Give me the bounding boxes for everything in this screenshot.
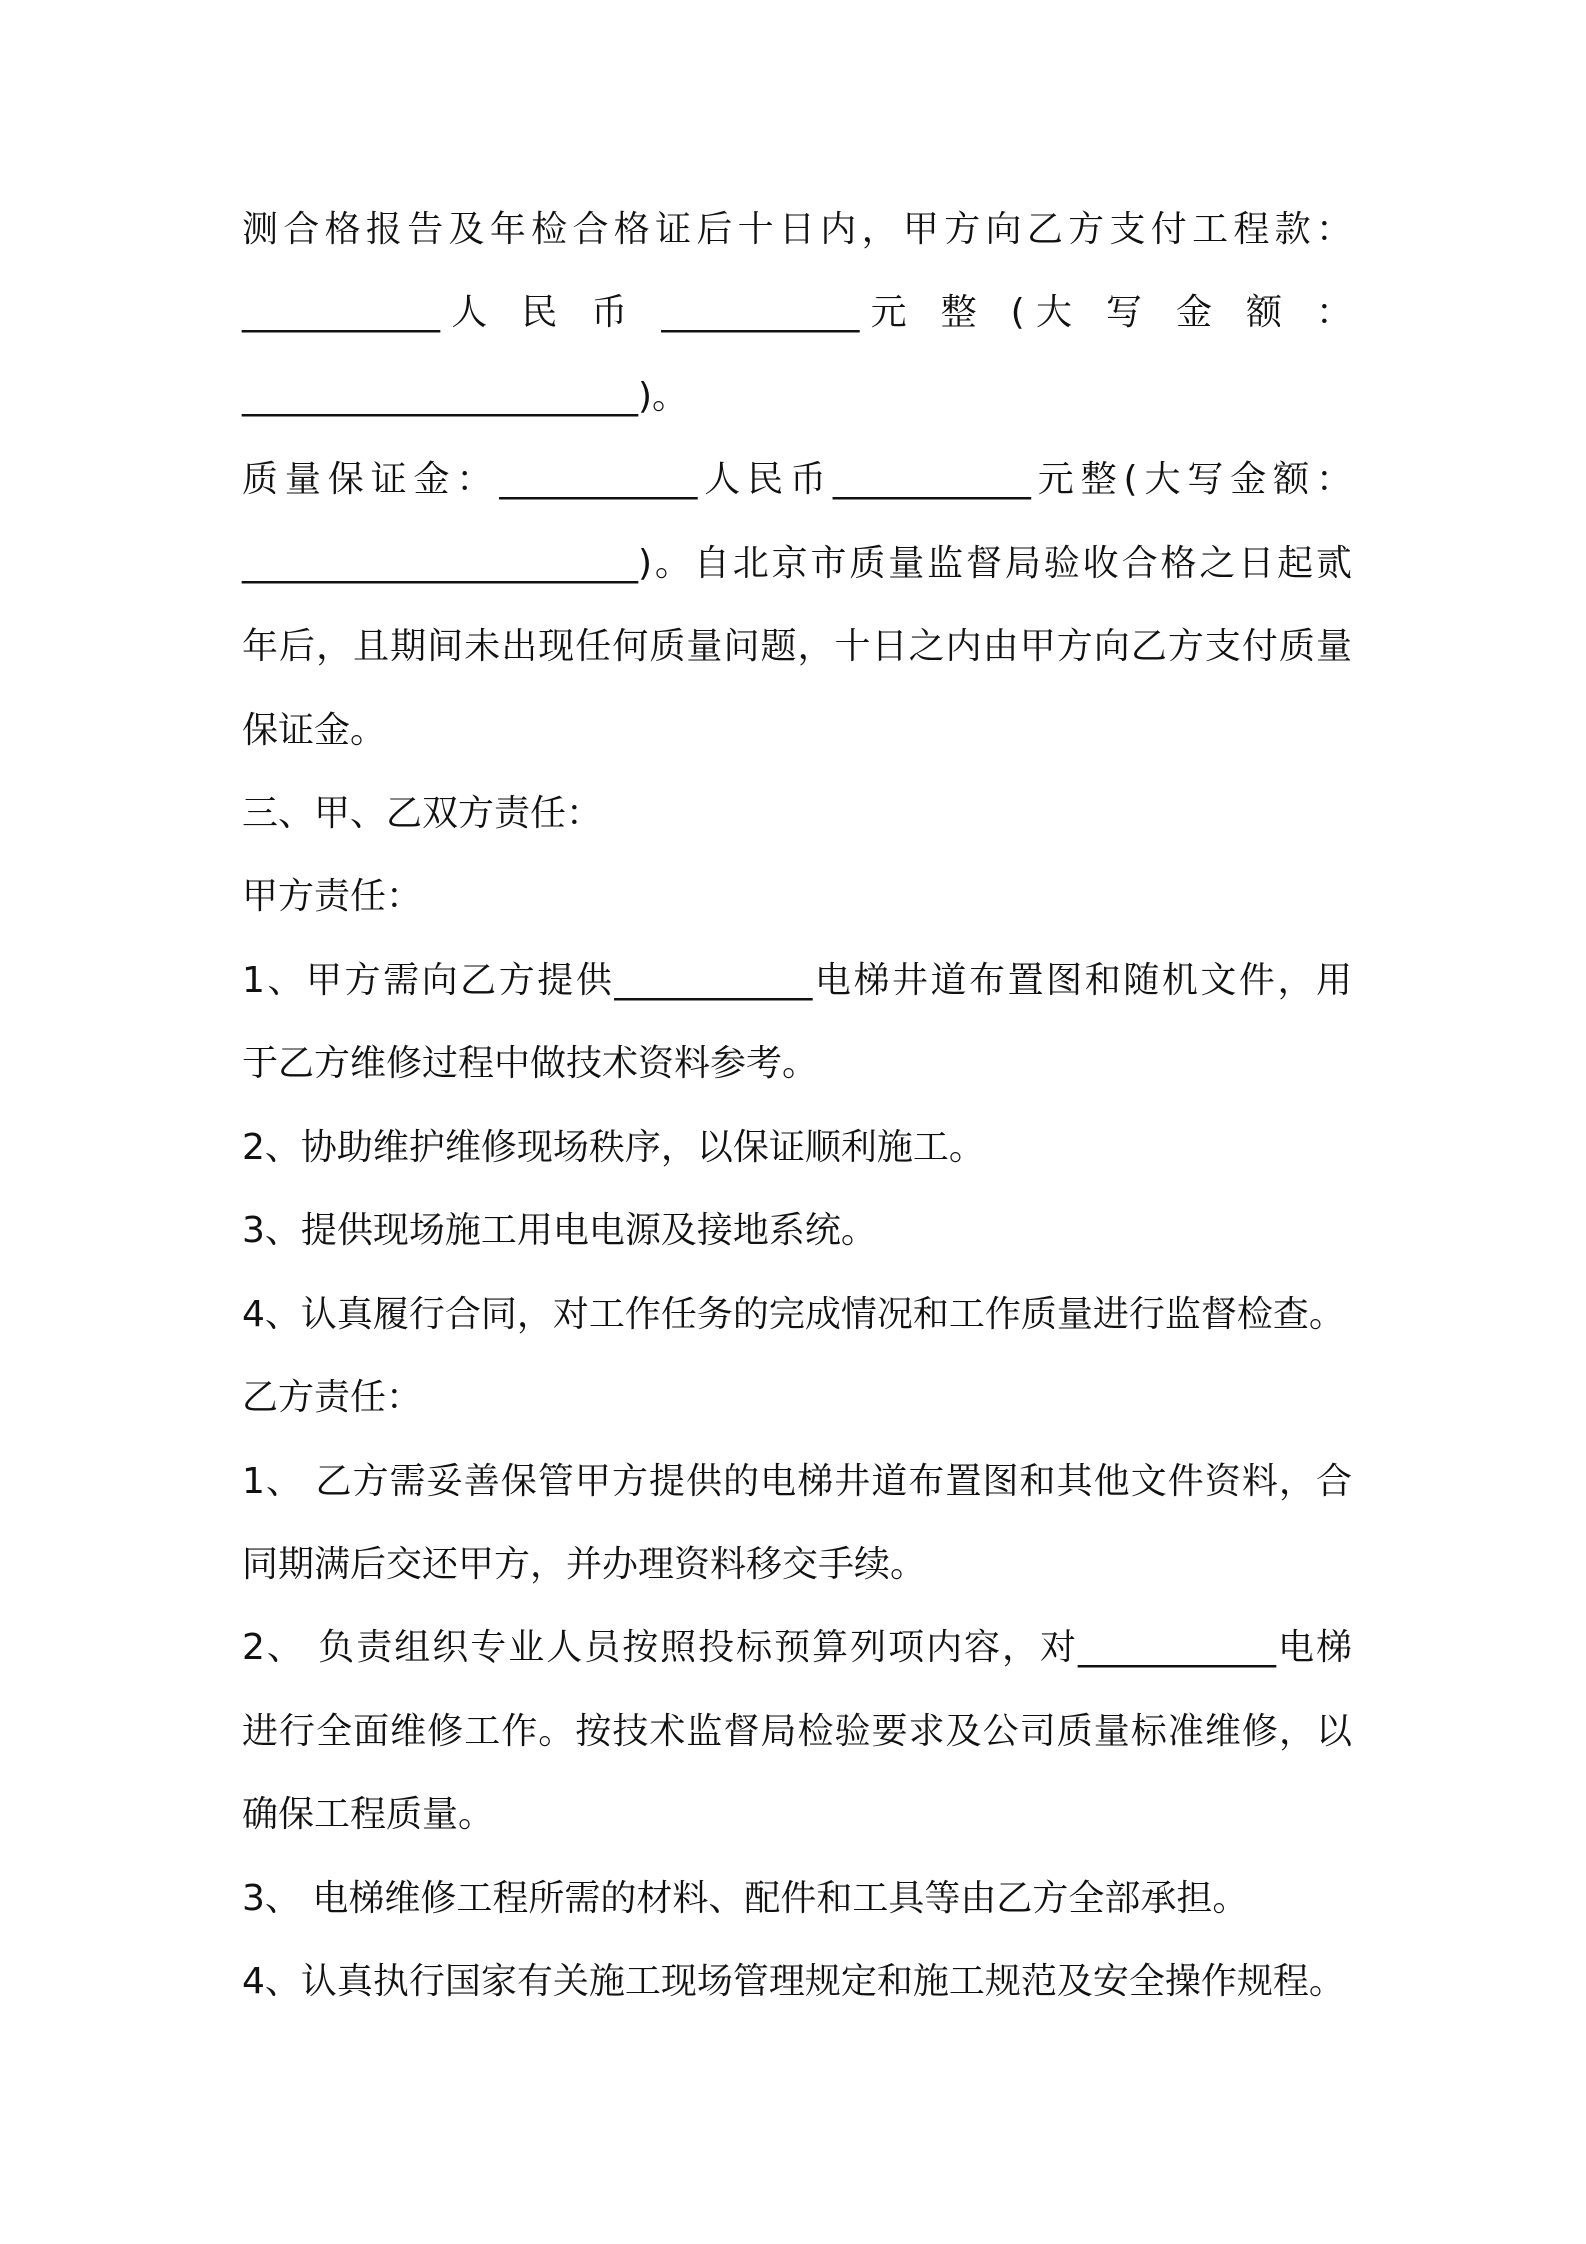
text-line: 质量保证金：___________人民币___________元整(大写金额：	[242, 459, 1352, 500]
list-item: 4、认真履行合同，对工作任务的完成情况和工作质量进行监督检查。	[242, 1294, 1345, 1335]
text-line: 进行全面维修工作。按技术监督局检验要求及公司质量标准维修，以	[242, 1711, 1352, 1752]
list-item: 4、认真执行国家有关施工现场管理规定和施工规范及安全操作规程。	[242, 1961, 1345, 2002]
list-item: 2、 负责组织专业人员按照投标预算列项内容，对___________电梯	[242, 1627, 1352, 1668]
text-line: 保证金。	[242, 710, 387, 751]
list-item: 2、协助维护维修现场秩序，以保证顺利施工。	[242, 1127, 985, 1168]
list-item: 3、 电梯维修工程所需的材料、配件和工具等由乙方全部承担。	[242, 1878, 1249, 1919]
subsection-heading: 乙方责任：	[242, 1377, 423, 1418]
list-item: 1、 乙方需妥善保管甲方提供的电梯井道布置图和其他文件资料，合	[242, 1461, 1352, 1502]
text-line: ___________人 民 币 ___________元 整 (大 写 金 额 ：	[242, 292, 1352, 333]
text-line: 测合格报告及年检合格证后十日内，甲方向乙方支付工程款：	[242, 209, 1352, 250]
text-line: 确保工程质量。	[242, 1794, 495, 1835]
text-line: ______________________)。	[242, 376, 689, 417]
text-line: 同期满后交还甲方，并办理资料移交手续。	[242, 1544, 927, 1585]
text-line: 年后，且期间未出现任何质量问题，十日之内由甲方向乙方支付质量	[242, 626, 1352, 667]
text-line: ______________________)。自北京市质量监督局验收合格之日起贰	[242, 543, 1352, 584]
list-item: 3、提供现场施工用电电源及接地系统。	[242, 1210, 877, 1251]
section-heading: 三、甲、乙双方责任：	[242, 793, 603, 834]
subsection-heading: 甲方责任：	[242, 876, 423, 917]
text-line: 于乙方维修过程中做技术资料参考。	[242, 1043, 819, 1084]
list-item: 1、甲方需向乙方提供___________电梯井道布置图和随机文件，用	[242, 960, 1352, 1001]
